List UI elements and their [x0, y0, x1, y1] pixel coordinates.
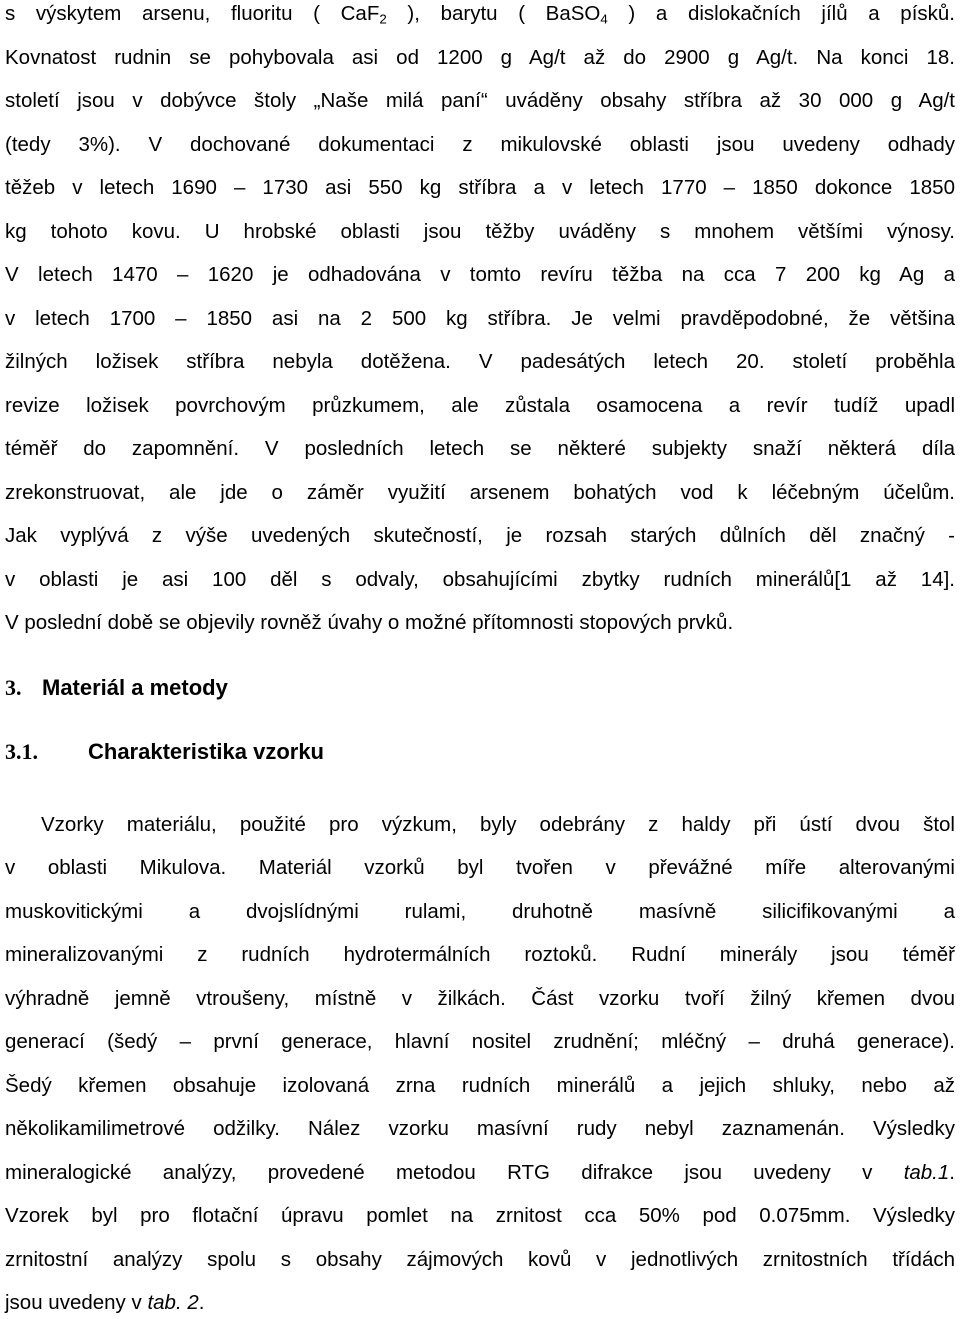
section-3-1-title: Charakteristika vzorku [88, 739, 324, 764]
paragraph-2-line-8: několikamilimetrové odžilky. Nález vzorku masívní rudy nebyl zaznamenán. Výsledky [5, 1117, 955, 1140]
section-3-1-heading [5, 738, 324, 766]
paragraph-1-line-1: s výskytem arsenu, fluoritu ( CaF$_2$ ), barytu ( BaSO$_4$ ) a dislokačních jílů a písků. [5, 2, 955, 27]
paragraph-1-line-10: revize ložisek povrchovým průzkumem, ale zůstala osamocena a revír tudíž upadl [5, 394, 955, 417]
paragraph-2-line-10: Vzorek byl pro flotační úpravu pomlet na zrnitost cca 50% pod 0.075mm. Výsledky [5, 1204, 955, 1227]
paragraph-2-line-4: mineralizovanými z rudních hydrotermálních roztoků. Rudní minerály jsou téměř [5, 943, 955, 966]
paragraph-1-line-8: v letech 1700 – 1850 asi na 2 500 kg stříbra. Je velmi pravděpodobné, že většina [5, 307, 955, 330]
paragraph-1-line-9: žilných ložisek stříbra nebyla dotěžena. V padesátých letech 20. století proběhla [5, 350, 955, 373]
paragraph-1-line-6: kg tohoto kovu. U hrobské oblasti jsou těžby uváděny s mnohem většími výnosy. [5, 220, 955, 243]
paragraph-2-line-7: Šedý křemen obsahuje izolovaná zrna rudních minerálů a jejich shluky, nebo až [5, 1074, 955, 1097]
paragraph-1-line-13: Jak vyplývá z výše uvedených skutečností, je rozsah starých důlních děl značný - [5, 524, 955, 547]
paragraph-2-line-3: muskovitickými a dvojslídnými rulami, druhotně masívně silicifikovanými a [5, 900, 955, 923]
paragraph-1-line-3: století jsou v dobývce štoly „Naše milá paní“ uváděny obsahy stříbra až 30 000 g Ag/t [5, 89, 955, 112]
paragraph-2-line-6: generací (šedý – první generace, hlavní nositel zrudnění; mléčný – druhá generace). [5, 1030, 955, 1053]
paragraph-2-line-1: Vzorky materiálu, použité pro výzkum, byly odebrány z haldy při ústí dvou štol [41, 813, 955, 836]
paragraph-1-line-4: (tedy 3%). V dochované dokumentaci z mikulovské oblasti jsou uvedeny odhady [5, 133, 955, 156]
section-3-1-number: 3.1. [5, 739, 38, 764]
paragraph-2-line-5: výhradně jemně vtroušeny, místně v žilkách. Část vzorku tvoří žilný křemen dvou [5, 987, 955, 1010]
section-3-number: 3. [5, 675, 22, 700]
paragraph-1-line-7: V letech 1470 – 1620 je odhadována v tomto revíru těžba na cca 7 200 kg Ag a [5, 263, 955, 286]
paragraph-2-line-9: mineralogické analýzy, provedené metodou RTG difrakce jsou uvedeny v tab.1. [5, 1161, 955, 1184]
paragraph-1-line-5: těžeb v letech 1690 – 1730 asi 550 kg stříbra a v letech 1770 – 1850 dokonce 1850 [5, 176, 955, 199]
table-1-reference: tab.1 [903, 1161, 950, 1184]
paragraph-1-line-2: Kovnatost rudnin se pohybovala asi od 1200 g Ag/t až do 2900 g Ag/t. Na konci 18. [5, 46, 955, 69]
section-3-title: Materiál a metody [42, 675, 228, 700]
paragraph-1-line-15: V poslední době se objevily rovněž úvahy o možné přítomnosti stopových prvků. [5, 611, 734, 634]
paragraph-1-line-11: téměř do zapomnění. V posledních letech se některé subjekty snaží některá díla [5, 437, 955, 460]
paragraph-2-line-11: zrnitostní analýzy spolu s obsahy zájmových kovů v jednotlivých zrnitostních třídách [5, 1248, 955, 1271]
table-2-reference: tab. 2 [147, 1291, 199, 1314]
paragraph-1-line-12: zrekonstruovat, ale jde o záměr využití arsenem bohatých vod k léčebným účelům. [5, 481, 955, 504]
paragraph-2-line-2: v oblasti Mikulova. Materiál vzorků byl tvořen v převážné míře alterovanými [5, 856, 955, 879]
paragraph-1-line-14: v oblasti je asi 100 děl s odvaly, obsahujícími zbytky rudních minerálů[1 až 14]. [5, 568, 955, 591]
section-3-heading [5, 674, 228, 702]
paragraph-2-line-12: jsou uvedeny v tab. 2. [5, 1291, 205, 1314]
